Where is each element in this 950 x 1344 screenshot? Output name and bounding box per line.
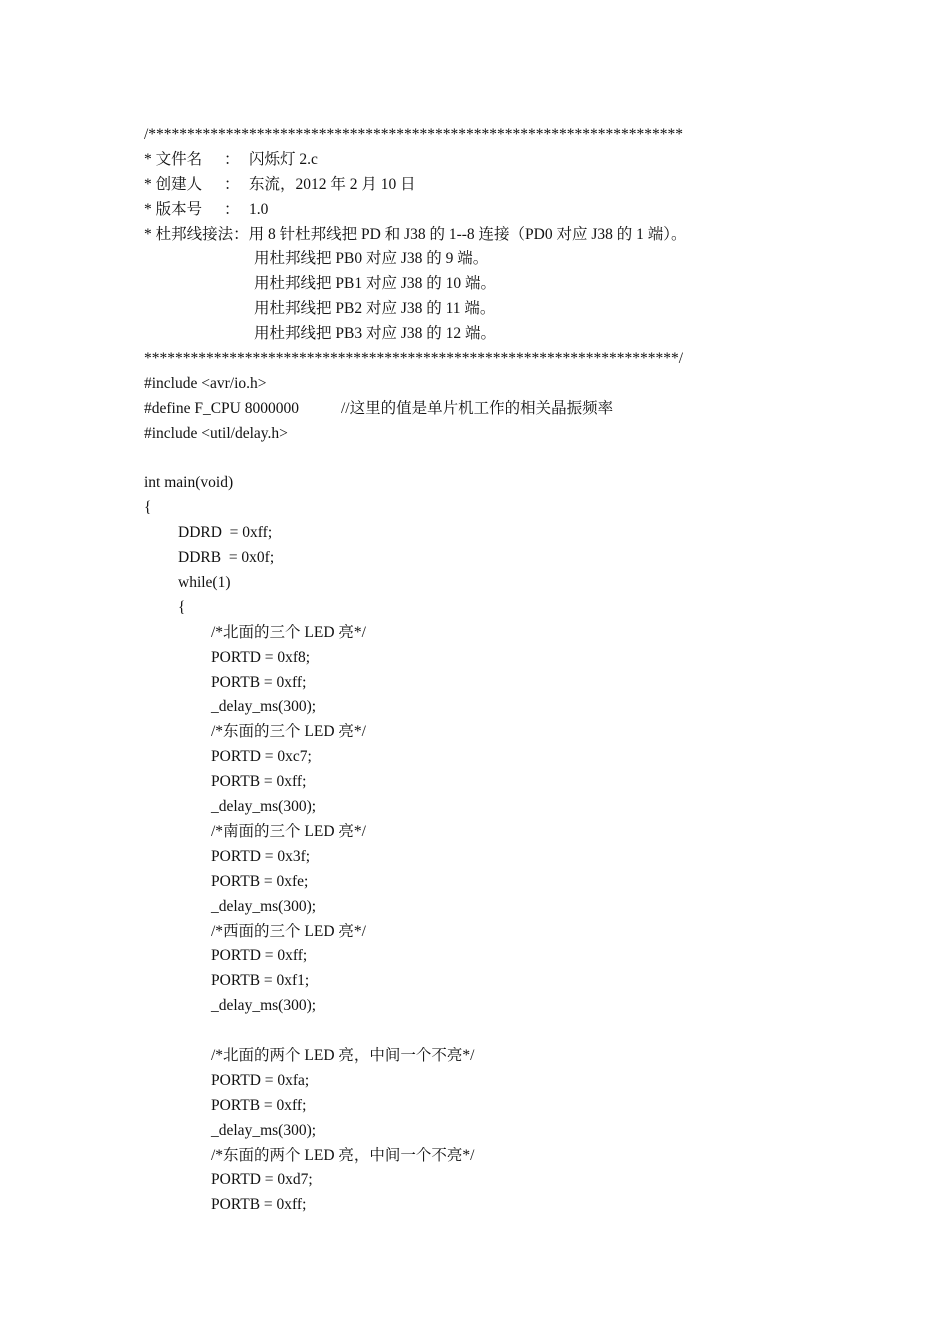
code-line: _delay_ms(300);: [211, 997, 317, 1015]
define-directive: #define F_CPU 8000000: [144, 399, 299, 417]
field-separator: ：: [224, 200, 240, 218]
loop-body: [144, 621, 904, 1218]
field-label: * 版本号: [144, 200, 203, 218]
code-line: PORTD = 0xc7;: [211, 748, 312, 766]
code-line: PORTB = 0xfe;: [211, 872, 309, 890]
code-line: PORTD = 0xd7;: [211, 1171, 313, 1189]
code-line: _delay_ms(300);: [211, 698, 317, 716]
code-line: PORTB = 0xff;: [211, 773, 307, 791]
main-signature: int main(void): [144, 474, 234, 492]
blank-line: [144, 1019, 904, 1044]
include-io-line: #include <avr/io.h>: [144, 374, 267, 392]
header-wiring-line: 用杜邦线把 PB2 对应 J38 的 11 端。: [254, 300, 496, 318]
code-comment-line: /*东面的三个 LED 亮*/: [211, 723, 366, 741]
field-separator: ：: [224, 150, 240, 168]
loop-open-brace: {: [178, 598, 186, 616]
code-comment-line: /*东面的两个 LED 亮，中间一个不亮*/: [211, 1146, 475, 1164]
code-line: _delay_ms(300);: [211, 897, 317, 915]
while-loop-line: while(1): [178, 574, 231, 592]
header-field-version: [144, 198, 904, 223]
include-delay-line: #include <util/delay.h>: [144, 424, 288, 442]
field-value: 1.0: [249, 200, 269, 218]
code-line: PORTD = 0xff;: [211, 947, 308, 965]
field-label: * 文件名: [144, 150, 203, 168]
code-line: _delay_ms(300);: [211, 1121, 317, 1139]
code-line: PORTD = 0x3f;: [211, 847, 311, 865]
code-line: PORTB = 0xff;: [211, 1096, 307, 1114]
header-field-author: [144, 173, 904, 198]
header-wiring-line: 用杜邦线把 PB3 对应 J38 的 12 端。: [254, 325, 496, 343]
code-line: PORTB = 0xff;: [211, 673, 307, 691]
code-listing: [144, 123, 904, 1218]
header-bottom-border: *********************************************************************/: [144, 350, 684, 368]
blank-line: [144, 447, 904, 472]
code-comment-line: /*北面的三个 LED 亮*/: [211, 623, 366, 641]
code-line: PORTB = 0xff;: [211, 1196, 307, 1214]
field-value: 东流，2012 年 2 月 10 日: [249, 175, 416, 193]
header-wiring-line: 用杜邦线把 PB1 对应 J38 的 10 端。: [254, 275, 496, 293]
field-value: 闪烁灯 2.c: [249, 150, 318, 168]
code-line: PORTD = 0xfa;: [211, 1071, 310, 1089]
header-field-filename: [144, 148, 904, 173]
header-top-border: /*********************************************************************: [144, 126, 684, 143]
code-comment-line: /*北面的两个 LED 亮，中间一个不亮*/: [211, 1046, 475, 1064]
code-line: _delay_ms(300);: [211, 798, 317, 816]
define-cpu-line: [144, 397, 904, 422]
code-line: DDRB = 0x0f;: [178, 549, 275, 567]
code-comment-line: /*西面的三个 LED 亮*/: [211, 922, 366, 940]
code-comment-line: /*南面的三个 LED 亮*/: [211, 822, 366, 840]
main-open-brace: {: [144, 499, 152, 517]
code-line: PORTD = 0xf8;: [211, 648, 311, 666]
header-wiring-line: 用杜邦线把 PB0 对应 J38 的 9 端。: [254, 250, 489, 268]
define-comment: //这里的值是单片机工作的相关晶振频率: [341, 399, 614, 417]
header-wiring-line: * 杜邦线接法：用 8 针杜邦线把 PD 和 J38 的 1--8 连接（PD0 对应 J38 的 1 端）。: [144, 225, 687, 243]
code-line: PORTB = 0xf1;: [211, 972, 310, 990]
field-separator: ：: [224, 175, 240, 193]
code-line: DDRD = 0xff;: [178, 524, 273, 542]
field-label: * 创建人: [144, 175, 203, 193]
